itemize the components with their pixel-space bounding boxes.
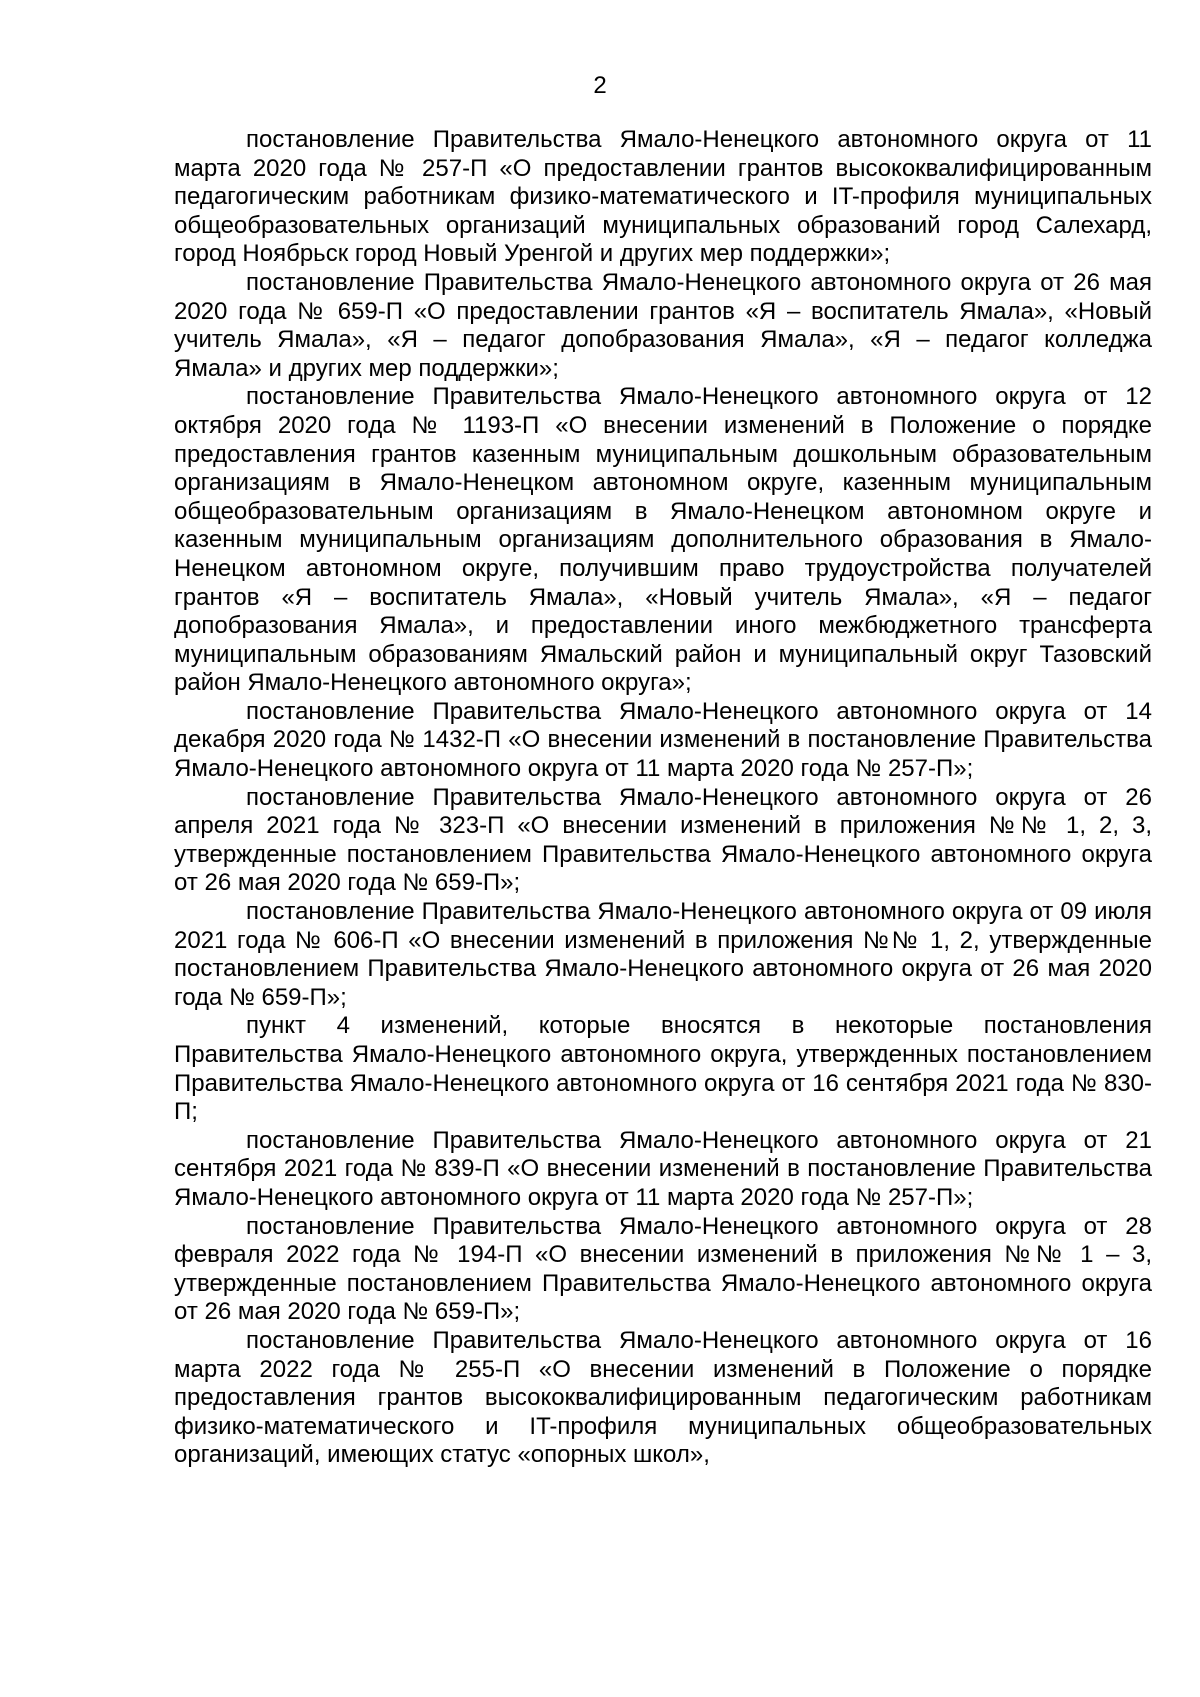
paragraph-1: постановление Правительства Ямало-Ненецкого автономного округа от 11 марта 2020 года № 257-П «О предоставлении грантов высококвалифицированным педагогическим работникам физико-математического и IT-профиля муниципальных общеобразовательных организаций муниципальных образований город Салехард, город Ноябрьск город Новый Уренгой и других мер поддержки»;	[174, 126, 1152, 268]
paragraph-3: постановление Правительства Ямало-Ненецкого автономного округа от 12 октября 2020 года № 1193-П «О внесении изменений в Положение о порядке предоставления грантов казенным муниципальным дошкольным образовательным организациям в Ямало-Ненецком автономном округе, казенным муниципальным общеобразовательным организациям в Ямало-Ненецком автономном округе и казенным муниципальным организациям дополнительного образования в Ямало-Ненецком автономном округе, получившим право трудоустройства получателей грантов «Я – воспитатель Ямала», «Новый учитель Ямала», «Я – педагог допобразования Ямала», и предоставлении иного межбюджетного трансферта муниципальным образованиям Ямальский район и муниципальный округ Тазовский район Ямало-Ненецкого автономного округа»;	[174, 383, 1152, 697]
page-number: 2	[593, 72, 607, 99]
paragraph-6: постановление Правительства Ямало-Ненецкого автономного округа от 09 июля 2021 года № 606-П «О внесении изменений в приложения №№ 1, 2, утвержденные постановлением Правительства Ямало-Ненецкого автономного округа от 26 мая 2020 года № 659-П»;	[174, 898, 1152, 1011]
paragraph-2: постановление Правительства Ямало-Ненецкого автономного округа от 26 мая 2020 года № 659-П «О предоставлении грантов «Я – воспитатель Ямала», «Новый учитель Ямала», «Я – педагог допобразования Ямала», «Я – педагог колледжа Ямала» и других мер поддержки»;	[174, 268, 1152, 382]
paragraph-5: постановление Правительства Ямало-Ненецкого автономного округа от 26 апреля 2021 года № 323-П «О внесении изменений в приложения №№ 1, 2, 3, утвержденные постановлением Правительства Ямало-Ненецкого автономного округа от 26 мая 2020 года № 659-П»;	[174, 783, 1152, 897]
document-body	[174, 126, 1152, 1470]
paragraph-8: постановление Правительства Ямало-Ненецкого автономного округа от 21 сентября 2021 года № 839-П «О внесении изменений в постановление Правительства Ямало-Ненецкого автономного округа от 11 марта 2020 года № 257-П»;	[174, 1126, 1152, 1211]
paragraph-7: пункт 4 изменений, которые вносятся в некоторые постановления Правительства Ямало-Ненецкого автономного округа, утвержденных постановлением Правительства Ямало-Ненецкого автономного округа от 16 сентября 2021 года № 830-П;	[174, 1012, 1152, 1126]
paragraph-9: постановление Правительства Ямало-Ненецкого автономного округа от 28 февраля 2022 года № 194-П «О внесении изменений в приложения №№ 1 – 3, утвержденные постановлением Правительства Ямало-Ненецкого автономного округа от 26 мая 2020 года № 659-П»;	[174, 1212, 1152, 1326]
paragraph-4: постановление Правительства Ямало-Ненецкого автономного округа от 14 декабря 2020 года № 1432-П «О внесении изменений в постановление Правительства Ямало-Ненецкого автономного округа от 11 марта 2020 года № 257-П»;	[174, 697, 1152, 783]
paragraph-10: постановление Правительства Ямало-Ненецкого автономного округа от 16 марта 2022 года № 255-П «О внесении изменений в Положение о порядке предоставления грантов высококвалифицированным педагогическим работникам физико-математического и IT-профиля муниципальных общеобразовательных организаций, имеющих статус «опорных школ»,	[174, 1326, 1152, 1469]
